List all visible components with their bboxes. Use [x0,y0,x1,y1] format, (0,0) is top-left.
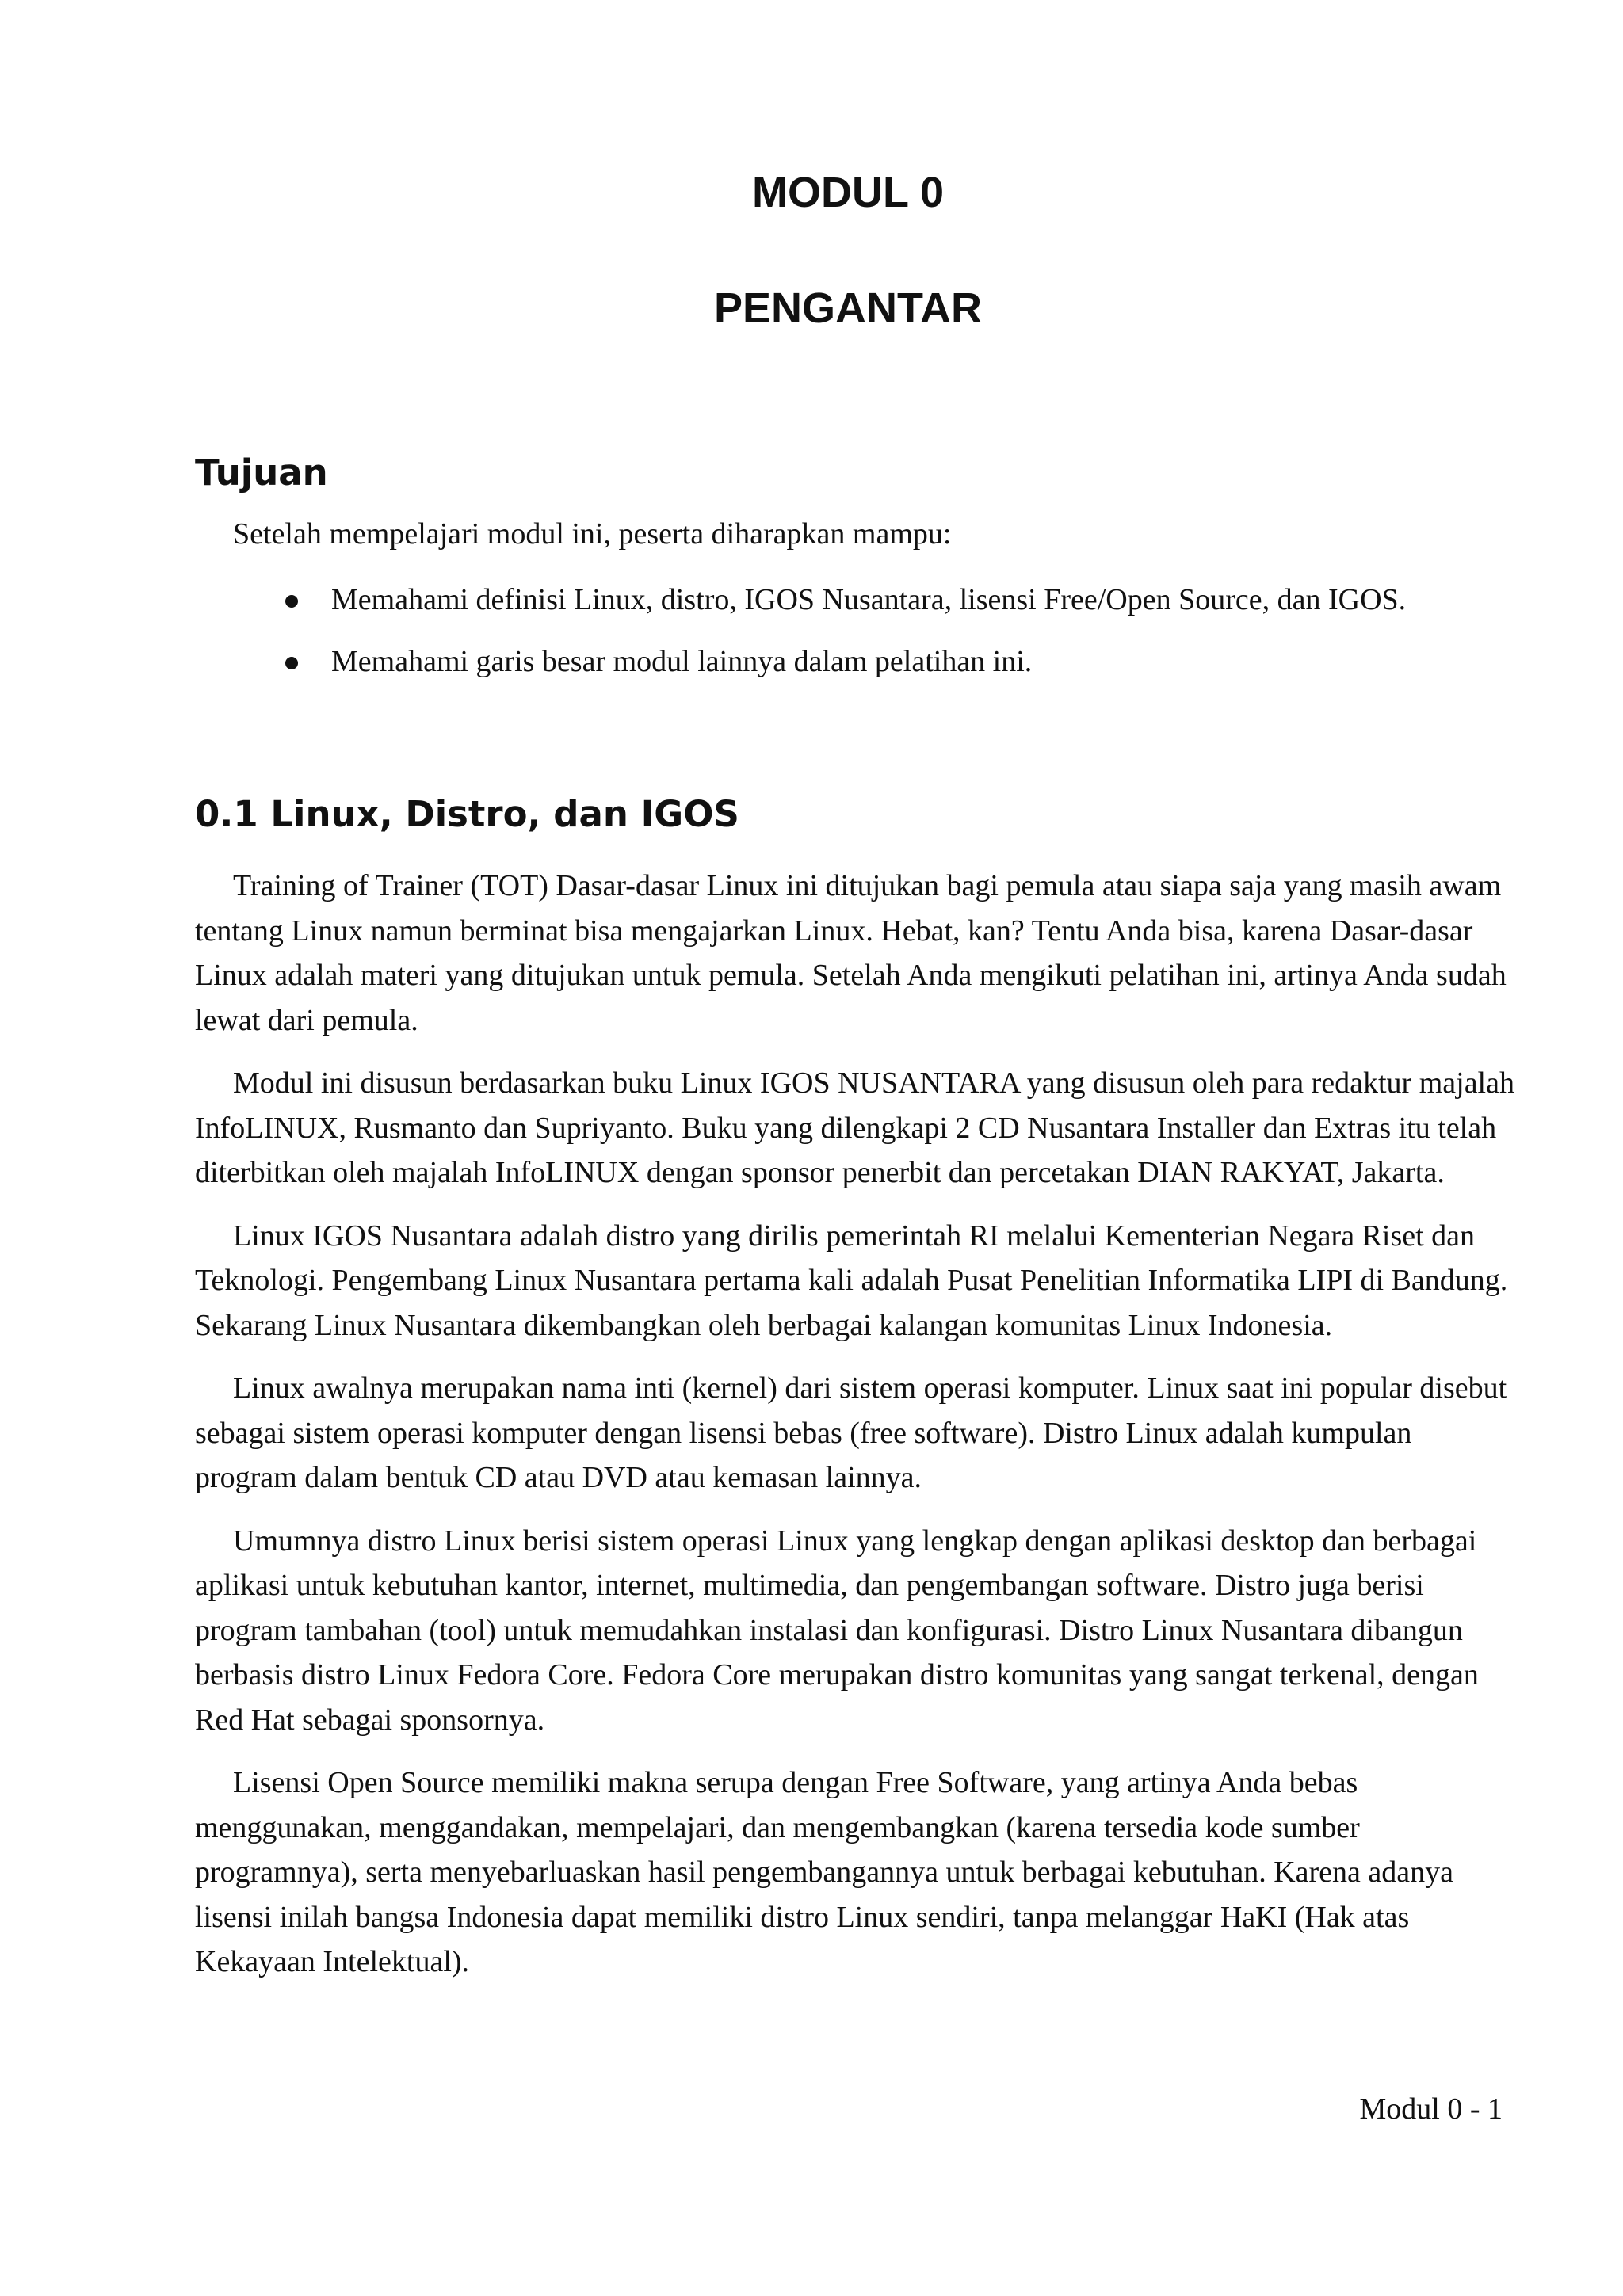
paragraph: Umumnya distro Linux berisi sistem operasi Linux yang lengkap dengan aplikasi desktop dan berbagai aplikasi untuk kebutuhan kantor, internet, multimedia, dan pengembangan software. Distro juga berisi program tambahan (tool) untuk memudahkan instalasi dan konfigurasi. Distro Linux Nusantara dibangun berbasis distro Linux Fedora Core. Fedora Core merupakan distro komunitas yang sangat terkenal, dengan Red Hat sebagai sponsornya. [195,1524,1479,1737]
list-item [277,643,1406,680]
bullet-icon [285,595,298,608]
paragraph: Modul ini disusun berdasarkan buku Linux IGOS NUSANTARA yang disusun oleh para redaktur majalah InfoLINUX, Rusmanto dan Supriyanto. Buku yang dilengkapi 2 CD Nusantara Installer dan Extras itu telah diterbitkan oleh majalah InfoLINUX dengan sponsor penerbit dan percetakan DIAN RAKYAT, Jakarta. [195,1066,1514,1189]
list-item [277,582,1406,618]
objectives-list [277,582,1406,705]
paragraph: Training of Trainer (TOT) Dasar-dasar Linux ini ditujukan bagi pemula atau siapa saja yang masih awam tentang Linux namun berminat bisa mengajarkan Linux. Hebat, kan? Tentu Anda bisa, karena Dasar-dasar Linux adalah materi yang ditujukan untuk pemula. Setelah Anda mengikuti pelatihan ini, artinya Anda sudah lewat dari pemula. [195,869,1507,1037]
module-title: MODUL 0 [751,169,945,216]
page-number: Modul 0 - 1 [1359,2092,1503,2126]
list-item-text: Memahami definisi Linux, distro, IGOS Nusantara, lisensi Free/Open Source, dan IGOS. [331,583,1407,616]
bullet-icon [285,657,298,669]
section-body [195,864,1518,2003]
paragraph: Linux awalnya merupakan nama inti (kernel) dari sistem operasi komputer. Linux saat ini popular disebut sebagai sistem operasi komputer dengan lisensi bebas (free software). Distro Linux adalah kumpulan program dalam bentuk CD atau DVD atau kemasan lainnya. [195,1371,1507,1494]
module-subtitle: PENGANTAR [713,284,982,332]
objectives-intro: Setelah mempelajari modul ini, peserta diharapkan mampu: [233,517,952,551]
paragraph: Linux IGOS Nusantara adalah distro yang dirilis pemerintah RI melalui Kementerian Negara Riset dan Teknologi. Pengembang Linux Nusantara pertama kali adalah Pusat Penelitian Informatika LIPI di Bandung. Sekarang Linux Nusantara dikembangkan oleh berbagai kalangan komunitas Linux Indonesia. [195,1219,1508,1342]
section-heading: 0.1 Linux, Distro, dan IGOS [195,793,739,835]
objectives-heading: Tujuan [195,452,328,494]
paragraph: Lisensi Open Source memiliki makna serupa dengan Free Software, yang artinya Anda bebas menggunakan, menggandakan, mempelajari, dan mengembangkan (karena tersedia kode sumber programnya), serta menyebarluaskan hasil pengembangannya untuk berbagai kebutuhan. Karena adanya lisensi inilah bangsa Indonesia dapat memiliki distro Linux sendiri, tanpa melanggar HaKI (Hak atas Kekayaan Intelektual). [195,1766,1453,1978]
list-item-text: Memahami garis besar modul lainnya dalam pelatihan ini. [331,645,1033,678]
